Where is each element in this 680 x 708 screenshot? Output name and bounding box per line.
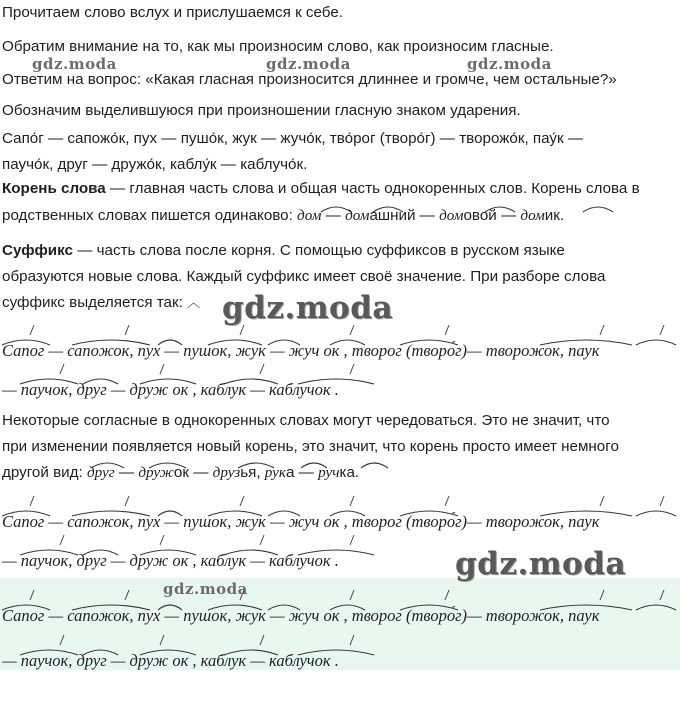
root-arc	[208, 511, 262, 516]
word-druz: друз	[212, 464, 241, 481]
watermark-large-1: gdz.moda	[222, 290, 393, 326]
root-arc	[400, 605, 458, 610]
root-arc	[72, 340, 150, 345]
root-definition-line: Корень слова — главная часть слова и общая часть однокоренных слов. Корень слова в	[2, 180, 640, 197]
stress-mark	[600, 496, 604, 506]
root-arc	[540, 605, 632, 610]
root-arc	[400, 340, 458, 345]
root-arc-icons	[321, 207, 613, 212]
root-example-line: родственных словах пишется одинаково: дом — домашний — домовой — домик.	[2, 207, 565, 224]
stress-mark	[240, 496, 244, 506]
word-druzh: друж	[138, 464, 174, 481]
alternation-example-line: другой вид: друг — дружок — друзья, рука — ручка.	[2, 464, 360, 481]
text-line-1: Прочитаем слово вслух и прислушаемся к себе.	[2, 4, 343, 21]
analysis-row-1: Сапог — сапожок, пух — пушок, жук — жуч ок , творог (творо́г)— творожок, паук	[2, 341, 600, 360]
suffix-definition-line: Суффикс — часть слова после корня. С помощью суффиксов в русском языке	[2, 242, 565, 259]
stress-mark	[260, 364, 264, 374]
root-arc	[298, 379, 374, 384]
watermark-small-2: gdz.moda	[266, 55, 351, 73]
suffix-term: Суффикс	[2, 242, 73, 259]
root-marked-dom-4: дом	[520, 207, 545, 224]
root-arc	[2, 605, 50, 610]
watermark-small-3: gdz.moda	[467, 55, 552, 73]
stress-mark	[160, 635, 164, 645]
stress-mark	[60, 364, 64, 374]
root-arc	[83, 379, 118, 384]
root-marked-dom-3: дом	[439, 207, 464, 224]
stress-mark	[125, 590, 129, 600]
text-line-16: Некоторые согласные в однокоренных словах могут чередоваться. Это не значит, что	[2, 412, 610, 429]
root-arc	[268, 511, 300, 516]
word-drug: друг	[86, 464, 115, 481]
root-arc	[83, 550, 118, 555]
stress-mark	[445, 590, 449, 600]
analysis-row-6: — паучок, друг — друж ок , каблук — каблучок .	[2, 651, 339, 670]
root-arc	[330, 340, 365, 345]
text-line-11: суффикс выделяется так: ︿	[2, 294, 201, 311]
stress-mark	[600, 590, 604, 600]
root-arc	[20, 379, 78, 384]
root-arc	[2, 340, 50, 345]
root-arc	[72, 511, 150, 516]
root-arc	[140, 550, 196, 555]
stress-mark	[60, 635, 64, 645]
text-line-17: при изменении появляется новый корень, это значит, что корень просто имеет немного	[2, 438, 619, 455]
stress-mark	[240, 590, 244, 600]
root-arc	[20, 550, 78, 555]
root-arc	[2, 511, 50, 516]
root-arc	[140, 379, 196, 384]
stress-mark	[30, 325, 34, 335]
root-arc	[158, 340, 182, 345]
analysis-row-3: Сапог — сапожок, пух — пушок, жук — жуч ок , творог (творо́г)— творожок, паук	[2, 512, 600, 531]
root-arc	[636, 605, 676, 610]
text-line-6: паучо́к, друг — дружо́к, каблу́к — каблучо́к.	[2, 156, 308, 173]
stress-mark	[350, 325, 354, 335]
stress-mark	[350, 535, 354, 545]
root-arc	[72, 605, 150, 610]
root-arc	[540, 340, 632, 345]
root-arc	[400, 511, 458, 516]
root-marked-dom-2: дом	[345, 207, 370, 224]
stress-mark	[260, 535, 264, 545]
text-line-5: Сапо́г — сапожо́к, пух — пушо́к, жук — жучо́к, тво́рог (творо́г) — творожо́к, пау́к —	[2, 130, 584, 147]
root-arc	[330, 511, 365, 516]
root-arc	[330, 605, 365, 610]
analysis-row-2: — паучок, друг — друж ок , каблук — каблучок .	[2, 380, 339, 399]
stress-mark	[125, 325, 129, 335]
text-line-4: Обозначим выделившуюся при произношении гласную знаком ударения.	[2, 102, 521, 119]
stress-mark	[660, 496, 664, 506]
root-arc	[83, 650, 118, 655]
root-arc	[298, 650, 374, 655]
root-marked-dom-1: дом	[297, 207, 322, 224]
stress-mark	[30, 496, 34, 506]
root-arc	[268, 340, 300, 345]
stress-mark	[660, 325, 664, 335]
root-arc	[140, 650, 196, 655]
stress-mark	[240, 325, 244, 335]
analysis-row-4: — паучок, друг — друж ок , каблук — каблучок .	[2, 551, 339, 570]
root-arc	[224, 650, 278, 655]
root-arc	[20, 650, 78, 655]
stress-mark	[350, 496, 354, 506]
stress-mark	[160, 535, 164, 545]
stress-mark	[60, 535, 64, 545]
suffix-mark-icon: ︿	[187, 295, 201, 310]
watermark-small-1: gdz.moda	[32, 55, 117, 73]
word-ruk: рук	[264, 464, 287, 481]
word-ruch: руч	[318, 464, 340, 481]
root-arc	[298, 550, 374, 555]
root-arc	[208, 605, 262, 610]
root-term: Корень слова	[2, 180, 106, 197]
root-arc	[268, 605, 300, 610]
stress-mark	[350, 364, 354, 374]
text-line-3: Ответим на вопрос: «Какая гласная произносится длиннее и громче, чем остальные?»	[2, 71, 617, 88]
root-arc	[158, 511, 182, 516]
root-arc	[224, 379, 278, 384]
text-line-2: Обратим внимание на то, как мы произносим слово, как произносим гласные.	[2, 38, 554, 55]
stress-mark	[600, 325, 604, 335]
stress-mark	[160, 364, 164, 374]
stress-mark	[445, 325, 449, 335]
stress-mark	[350, 590, 354, 600]
root-arc	[224, 550, 278, 555]
watermark-small-4: gdz.moda	[163, 580, 248, 598]
root-arc	[636, 340, 676, 345]
root-arc	[158, 605, 182, 610]
root-arc	[636, 511, 676, 516]
stress-mark	[445, 496, 449, 506]
stress-mark	[350, 635, 354, 645]
watermark-large-2: gdz.moda	[455, 546, 626, 582]
root-arc	[208, 340, 262, 345]
analysis-row-5: Сапог — сапожок, пух — пушок, жук — жуч ок , творог (творо́г)— творожок, паук	[2, 606, 600, 625]
root-arc	[540, 511, 632, 516]
stress-mark	[260, 635, 264, 645]
text-line-10: образуются новые слова. Каждый суффикс имеет своё значение. При разборе слова	[2, 268, 606, 285]
stress-mark	[125, 496, 129, 506]
stress-mark	[660, 590, 664, 600]
stress-mark	[30, 590, 34, 600]
